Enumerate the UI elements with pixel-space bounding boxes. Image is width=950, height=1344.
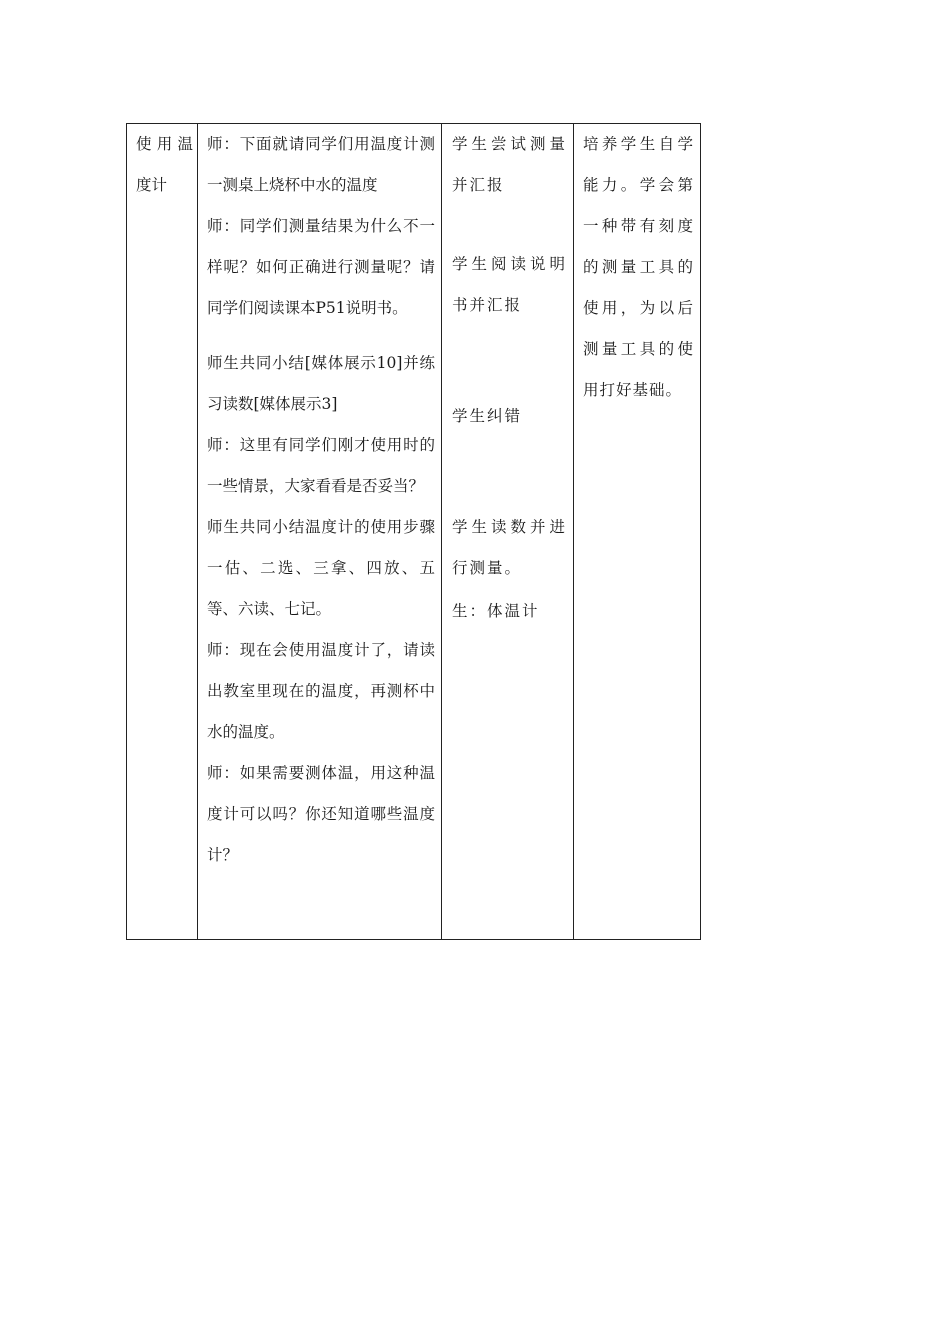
design-intent-text: 培养学生自学能力。学会第一种带有刻度的测量工具的使用，为以后测量工具的使用打好基础。 (583, 135, 694, 399)
topic-cell (127, 124, 198, 940)
student-item: 学生尝试测量并汇报 (452, 135, 567, 194)
teacher-paragraph: 师：下面就请同学们用温度计测一测桌上烧杯中水的温度 (207, 135, 435, 194)
lesson-table (126, 123, 701, 940)
topic-text: 使用温度计 (136, 135, 193, 194)
student-item: 学生读数并进行测量。 (452, 518, 567, 577)
student-item: 学生纠错 (452, 407, 523, 425)
teacher-paragraph: 师：这里有同学们刚才使用时的一些情景，大家看看是否妥当？ (207, 436, 435, 495)
teacher-paragraph: 师：如果需要测体温，用这种温度计可以吗？你还知道哪些温度计？ (207, 764, 435, 864)
teacher-paragraph: 师：现在会使用温度计了，请读出教室里现在的温度，再测杯中水的温度。 (207, 641, 435, 741)
teacher-paragraph: 师生共同小结温度计的使用步骤一估、二选、三拿、四放、五等、六读、七记。 (207, 518, 435, 618)
teacher-activity-cell (198, 124, 442, 940)
student-item: 生：体温计 (452, 602, 540, 620)
student-item: 学生阅读说明书并汇报 (452, 255, 567, 314)
teacher-paragraph: 师：同学们测量结果为什么不一样呢？如何正确进行测量呢？请同学们阅读课本P51说明书。 (207, 217, 435, 317)
table-row (127, 124, 701, 940)
teacher-paragraph: 师生共同小结[媒体展示10]并练习读数[媒体展示3] (207, 354, 435, 413)
design-intent-cell (574, 124, 701, 940)
student-activity-cell (442, 124, 574, 940)
